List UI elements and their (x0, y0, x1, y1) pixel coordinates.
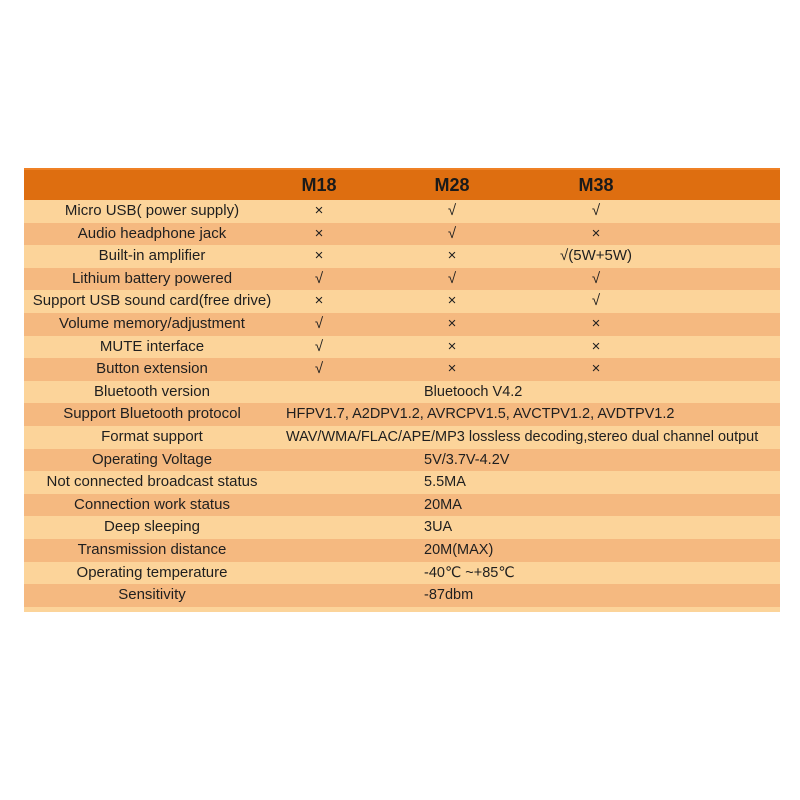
row-label: Support Bluetooth protocol (63, 405, 241, 423)
row-value: -87dbm (424, 587, 474, 604)
row-value: -40℃ ~+85℃ (424, 564, 515, 581)
spec-comparison-table (24, 168, 780, 612)
row-label: Lithium battery powered (71, 269, 233, 287)
table-row-sensitivity (24, 584, 780, 607)
row-label: Support USB sound card(free drive) (32, 292, 272, 310)
row-label: MUTE interface (99, 337, 205, 355)
m18-value: × (314, 202, 324, 219)
table-row-lithium-battery (24, 268, 780, 291)
m28-value: × (447, 247, 457, 265)
table-row-deep-sleeping (24, 516, 780, 539)
table-footer-strip (24, 607, 780, 612)
table-row-operating-temperature (24, 562, 780, 585)
row-value: 20M(MAX) (424, 541, 494, 558)
row-value: 3UA (424, 519, 453, 536)
row-label: Volume memory/adjustment (59, 314, 245, 332)
m28-value: × (447, 337, 457, 355)
m38-value: √ (591, 202, 601, 219)
m18-value: √ (314, 314, 324, 332)
m28-value: √ (447, 269, 457, 287)
column-header-m18: M18 (301, 175, 337, 195)
m18-value: √ (314, 360, 324, 378)
row-label: Bluetooth version (94, 382, 210, 400)
m18-value: × (314, 224, 324, 242)
table-row-format-support (24, 426, 780, 449)
table-row-broadcast-status (24, 471, 780, 494)
m18-value: √ (314, 337, 324, 355)
m28-value: √ (447, 224, 457, 242)
table-row-transmission-distance (24, 539, 780, 562)
row-label: Micro USB( power supply) (64, 202, 240, 219)
m38-value: × (591, 360, 601, 378)
table-row-micro-usb (24, 200, 780, 223)
column-header-m28: M28 (434, 175, 470, 195)
row-value: HFPV1.7, A2DPV1.2, AVRCPV1.5, AVCTPV1.2, AVDTPV1.2 (286, 406, 675, 423)
row-label: Connection work status (74, 495, 230, 513)
m28-value: √ (447, 202, 457, 219)
table-body (24, 200, 780, 607)
row-label: Sensitivity (118, 586, 186, 604)
row-value: 20MA (424, 496, 462, 513)
row-label: Format support (101, 427, 203, 445)
row-value: Bluetooch V4.2 (424, 383, 523, 400)
row-label: Operating temperature (76, 563, 228, 581)
row-label: Transmission distance (77, 540, 227, 558)
row-label: Not connected broadcast status (46, 473, 258, 491)
m38-value: √ (591, 292, 601, 310)
row-label: Operating Voltage (91, 450, 213, 468)
table-row-button-extension (24, 358, 780, 381)
row-label: Built-in amplifier (98, 247, 206, 265)
m38-value: √ (591, 269, 601, 287)
table-row-built-in-amplifier (24, 245, 780, 268)
row-label: Audio headphone jack (77, 224, 227, 242)
table-row-audio-jack (24, 223, 780, 246)
m38-value: × (591, 337, 601, 355)
m18-value: × (314, 292, 324, 310)
m18-value: √ (314, 269, 324, 287)
m38-value: √(5W+5W) (560, 247, 632, 265)
column-header-m38: M38 (578, 175, 614, 195)
m28-value: × (447, 360, 457, 378)
table-row-connection-work-status (24, 494, 780, 517)
row-value: 5.5MA (424, 474, 466, 491)
row-label: Deep sleeping (104, 518, 200, 536)
table-row-mute-interface (24, 336, 780, 359)
table-header-row (24, 168, 780, 200)
m28-value: × (447, 292, 457, 310)
m38-value: × (591, 224, 601, 242)
row-value: WAV/WMA/FLAC/APE/MP3 lossless decoding,stereo dual channel output (286, 428, 759, 445)
table-row-bluetooth-protocol (24, 403, 780, 426)
m28-value: × (447, 314, 457, 332)
table-row-volume-memory (24, 313, 780, 336)
m18-value: × (314, 247, 324, 265)
table-row-bluetooth-version (24, 381, 780, 404)
m38-value: × (591, 314, 601, 332)
row-value: 5V/3.7V-4.2V (424, 451, 510, 468)
table-row-operating-voltage (24, 449, 780, 472)
row-label: Button extension (96, 360, 208, 378)
table-row-usb-sound-card (24, 290, 780, 313)
